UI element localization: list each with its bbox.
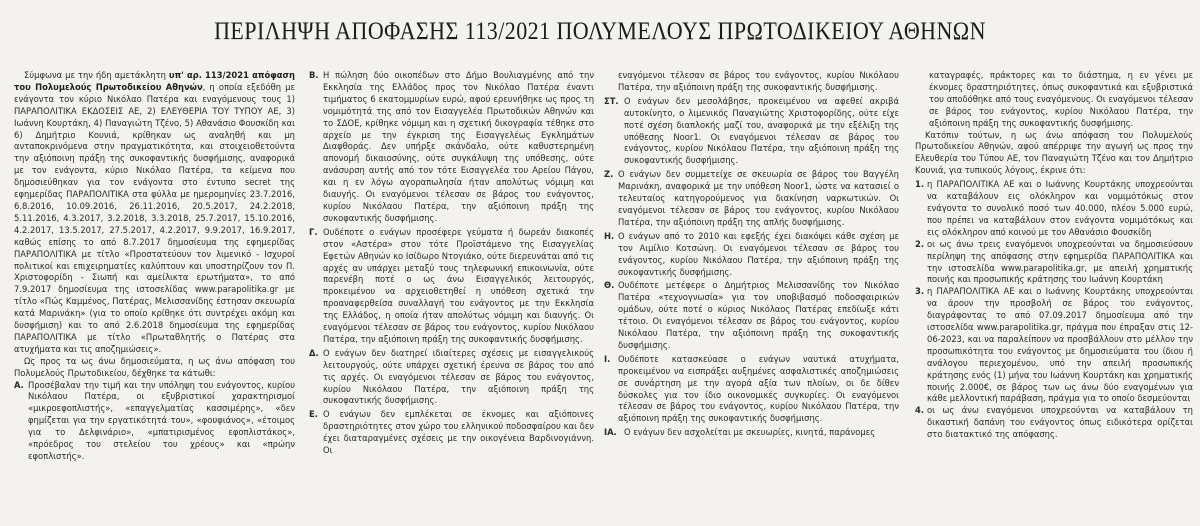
- continued-text: καταγραφές, πράκτορες και το διάστημα, η εν γένει με έκνομες δραστηριότητες, όπως συκοφαντικά και εξυβριστικά του αποδόθηκε από τους εναγόμενους. Οι εναγόμενοι τέλεσαν σε βάρος του ενάγοντος, κυρίου Νικόλαου Πατέρα, την αξιόποινη πράξη της συκοφαντικής δυσφήμισης.: [929, 70, 1193, 128]
- list-item-ia: [604, 427, 899, 439]
- column-4: [915, 70, 1193, 520]
- item-text: Ο ενάγων δεν εμπλέκεται σε έκνομες και αξιόποινες δραστηριότητες στον χώρο του ελληνικού ποδοσφαίρου και δεν έχει διαταραγμένες σχέσεις με την οικογένεια Βαρδινογιάννη. Οι: [323, 409, 594, 456]
- list-item-h: [604, 231, 899, 279]
- item-text: Ουδέποτε μετέφερε ο Δημήτριος Μελισσανίδης τον Νικόλαο Πατέρα «τεχνογνωσία» για τον υποβιβασμό ποδοσφαιρικών ομάδων, ούτε ποτέ ο κύριος Νικόλαος Πατέρας επεδίωξε κάτι τέτοιο. Οι εναγόμενοι τέλεσαν σε βάρος του ενάγοντος, κυρίου Νικόλαου Πατέρα, την αξιόποινη πράξη της συκοφαντικής δυσφήμισης.: [618, 280, 899, 350]
- paragraph: Κατόπιν τούτων, η ως άνω απόφαση του Πολυμελούς Πρωτοδικείου Αθηνών, αφού απέρριψε την αγωγή ως προς την Ελευθερία του Τύπου ΑΕ, τον Παναγιώτη Τζένο και τον Δημήτριο Κουνιά, για τυπικούς λόγους, έκρινε ότι:: [915, 129, 1193, 176]
- item-text: οι ως άνω εναγόμενοι υποχρεούνται να καταβάλουν τη δικαστική δαπάνη του ενάγοντος όπως ειδικότερα ορίζεται στο διατακτικό της απόφασης.: [927, 405, 1193, 440]
- page-title: ΠΕΡΙΛΗΨΗ ΑΠΟΦΑΣΗΣ 113/2021 ΠΟΛΥΜΕΛΟΥΣ ΠΡΩΤΟΔΙΚΕΙΟΥ ΑΘΗΝΩΝ: [214, 18, 986, 45]
- item-text: η ΠΑΡΑΠΟΛΙΤΙΚΑ ΑΕ και ο Ιωάννης Κουρτάκης υποχρεούνται να άρουν την προσβολή σε βάρος του ενάγοντος, διαγράφοντας το από 07.09.2017 δημοσίευμα από την ιστοσελίδα www.parapolitika.gr, πράγμα που έπραξαν στις 12-06-2023, και να παραλείπουν να προσβάλλουν στο μέλλον την προσωπικότητα του ενάγοντος με δημοσιεύματα του ίδιου ή ανάλογου περιεχομένου, υπό την απειλή προσωπικής κράτησης ενός (1) μήνα του Ιωάννη Κουρτάκη και χρηματικής ποινής 2.000€, σε βάρος των ως άνω δύο εναγομένων για κάθε μελλοντική παράβαση, πράγμα για το οποίο δεσμεύονται: [927, 286, 1193, 404]
- item-text: Η πώληση δύο οικοπέδων στο Δήμο Βουλιαγμένης από την Εκκλησία της Ελλάδος προς τον Νικόλαο Πατέρα έναντι τιμήματος 6 εκατομμυρίων ευρώ, αφού ερευνήθηκε ως προς τη νομιμότητά της από τον Εισαγγελέα Πρωτοδικών Αθηνών και το ΣΔΟΕ, κρίθηκε νόμιμη και η σχετική δικογραφία τέθηκε στο αρχείο με την έγκριση της Εισαγγελέως Εγκλημάτων Διαφθοράς. Δεν υπήρξε σκάνδαλο, ούτε καθυστερημένη απονομή δικαιοσύνης, ούτε συγκάλυψη της υπόθεσης, ούτε ανάσυρση αυτής από τον τότε Εισαγγελέα του Αρείου Πάγου, και η εν λόγω αγοραπωλησία ήταν απολύτως νόμιμη και διαυγής. Οι εναγόμενοι τέλεσαν σε βάρος του ενάγοντος, κυρίου Νικόλαου Πατέρα, την αξιόποινη πράξη της συκοφαντικής δυσφήμισης.: [323, 70, 594, 223]
- list-item-z: [604, 169, 899, 229]
- item-text: η ΠΑΡΑΠΟΛΙΤΙΚΑ ΑΕ και ο Ιωάννης Κουρτάκης υποχρεούνται να καταβάλουν εις ολόκληρον και νομιμότόκως στον ενάγοντα το συνολικό ποσό των 40.000, πλέον 5.000 ευρώ, που πρέπει να καταβάλουν στον ενάγοντα νομιμότόκως και εις ολόκληρον από κοινού με τον Αθανάσιο Φουσκίδη: [927, 179, 1193, 237]
- column-1: [14, 70, 295, 520]
- item-text: Ουδέποτε ο ενάγων προσέφερε γεύματα ή δωρεάν διακοπές στον «Αστέρα» στον τότε Προϊστάμενο της Εισαγγελίας Εφετών Αθηνών κο Ισίδωρο Ντογιάκο, ούτε διερευνάται από τις αρχές αν υπάρχει μεταξύ τους τηλεφωνική επικοινωνία, ούτε παρενέβη ποτέ ο ως άνω Εισαγγελικός λειτουργός, προκειμένου να αρχειοθετηθεί η υπόθεση σχετικά την προαναφερθείσα συναλλαγή του ενάγοντος με την Εκκλησία της Ελλάδος, η οποία ήταν απολύτως νόμιμη και διαυγής. Οι εναγόμενοι τέλεσαν σε βάρος του ενάγοντος, κυρίου Νικόλαου Πατέρα, την αξιόποινη πράξη της συκοφαντικής δυσφήμισης.: [323, 226, 594, 344]
- item-text: Ο ενάγων δεν διατηρεί ιδιαίτερες σχέσεις με εισαγγελικούς λειτουργούς, ούτε υπάρχει σχετική έρευνα σε βάρος του από τις αρχές. Οι εναγόμενοι τέλεσαν σε βάρος του ενάγοντος, κυρίου Νικόλαου Πατέρα, την αξιόποινη πράξη της συκοφαντικής δυσφήμισης.: [323, 347, 594, 406]
- item-text: οι ως άνω τρεις εναγόμενοι υποχρεούνται να δημοσιεύσουν περίληψη της απόφασης στην εφημερίδα ΠΑΡΑΠΟΛΙΤΙΚΑ και την ιστοσελίδα www.parapolitika.gr, με απειλή χρηματικής ποινής και προσωπικής κράτησης του Ιωάννη Κουρτάκη: [927, 238, 1193, 285]
- item-label: Β.: [309, 70, 319, 80]
- item-label: Δ.: [309, 347, 319, 358]
- intro-paragraph: [14, 70, 295, 356]
- list-item-b: [309, 70, 594, 225]
- item-label: 2.: [915, 238, 925, 249]
- item-text: Ο ενάγων δεν συμμετείχε σε σκευωρία σε βάρος του Βαγγέλη Μαρινάκη, αναφορικά με την υπόθεση Noor1, ώστε να κατασιεί ο τελευταίος κατηγορούμενος για διακίνηση ναρκωτικών. Οι εναγόμενοι τέλεσαν σε βάρος του ενάγοντος, κυρίου Νικόλαου Πατέρα, την αξιόποινη πράξη της απλής δυσφήμισης.: [618, 169, 899, 227]
- list-item-3: [915, 286, 1193, 405]
- column-2: [309, 70, 594, 520]
- intro-text: Σύμφωνα με την ήδη αμετάκλητη: [24, 70, 169, 80]
- list-item-d: [309, 348, 594, 408]
- paragraph: Ως προς τα ως άνω δημοσιεύματα, η ως άνω απόφαση του Πολυμελούς Πρωτοδικείου, δέχθηκε τα κάτωθι:: [14, 355, 295, 378]
- list-item-2: [915, 239, 1193, 287]
- list-item-i: [604, 354, 899, 425]
- intro-text-continued: , η οποία εξεδόθη με ενάγοντα τον κύριο Νικόλαο Πατέρα και εναγόμενους τους 1) ΠΑΡΑΠΟΛΙΤΙΚΑ ΕΚΔΟΣΕΙΣ ΑΕ, 2) ΕΛΕΥΘΕΡΙΑ ΤΟΥ ΤΥΠΟΥ ΑΕ, 3) Ιωάννη Κουρτάκη, 4) Παναγιώτη Τζένο, 5) Αθανάσιο Φουσκίδη και 6) Δημήτριο Κουνιά, κρίθηκαν ως αναληθή και μη ανταποκρινόμενα στην πραγματικότητα, και στοιχειοθετούντα την αξιόποινη πράξη της συκοφαντικής δυσφήμισης, αναφορικά με τον ενάγοντα, κύριο Νικόλαο Πατέρα, τα κείμενα που δημοσιεύθηκαν για τον ενάγοντα στο έντυπο secret της εφημερίδας ΠΑΡΑΠΟΛΙΤΙΚΑ στα φύλλα με ημερομηνίες 23.7.2016, 6.8.2016, 10.09.2016, 26.11.2016, 20.5.2017, 24.2.2018, 5.11.2016, 4.3.2017, 3.2.2018, 3.3.2018, 25.7.2017, 15.10.2016, 4.2.2017, 13.5.2017, 27.5.2017, 4.2.2017, 9.9.2017, 16.9.2017, καθώς επίσης το από 8.7.2017 δημοσίευμα της εφημερίδας ΠΑΡΑΠΟΛΙΤΙΚΑ με τίτλο «Προστατεύουν τον λιμενικό - Ισχυροί πολιτικοί και επιχειρηματίες καλύπτουν και υποστηρίζουν τον Π. Χριστοφορίδη - Σιωπή και αμείλικτα ερωτήματα», το από 7.9.2017 δημοσίευμα της ιστοσελίδας www.parapolitika.gr με τίτλο «Πώς Καμμένος, Πατέρας, Μελισσανίδης έστησαν σκευωρία κατά Μαρινάκη» (για το οποίο κρίθηκε ότι συντρέχει ακόμη και δυσφήμιση) και το από 2.6.2018 δημοσίευμα της εφημερίδας ΠΑΡΑΠΟΛΙΤΙΚΑ με τίτλο «Πρωταθλητής ο Πατέρας στα ατυχήματα και τις αποζημιώσεις».: [14, 81, 295, 354]
- list-item-e: [309, 409, 594, 457]
- list-item-4: [915, 405, 1193, 441]
- item-label: Θ.: [604, 280, 615, 291]
- item-label: ΙΑ.: [604, 427, 617, 438]
- item-label: 3.: [915, 286, 925, 297]
- item-label: ΣΤ.: [604, 95, 619, 106]
- item-text: Ο ενάγων δεν μεσολάβησε, προκειμένου να αφεθεί ακριβά αυτοκίνητο, ο λιμενικός Παναγιώτης Χριστοφορίδης, ούτε είχε ποτέ σχέση διαπλοκής μαζί του, αναφορικά με την εξέλιξη της υπόθεσης Noor1. Οι εναγόμενοι τέλεσαν σε βάρος του ενάγοντος, κυρίου Νικόλαου Πατέρα, την αξιόποινη πράξη της συκοφαντικής δυσφήμισης.: [624, 95, 899, 166]
- item-text: Ο ενάγων από το 2010 και εφεξής έχει διακόψει κάθε σχέση με τον Αιμίλιο Κοτσώνη. Οι εναγόμενοι τέλεσαν σε βάρος του ενάγοντος, κυρίου Νικόλαου Πατέρα, την αξιόποινη πράξη της συκοφαντικής δυσφήμισης.: [618, 230, 899, 277]
- continued-text: εναγόμενοι τέλεσαν σε βάρος του ενάγοντος, κυρίου Νικόλαου Πατέρα, την αξιόποινη πράξη της συκοφαντικής δυσφήμισης.: [618, 70, 899, 92]
- item-label: Γ.: [309, 226, 318, 237]
- item-label: Α.: [14, 379, 24, 390]
- column-3: [604, 70, 899, 520]
- list-item-st: [604, 96, 899, 167]
- item-text: Ο ενάγων δεν ασχολείται με σκευωρίες, κινητά, παράνομες: [624, 427, 876, 438]
- item-label: 4.: [915, 405, 925, 416]
- decision-reference: υπ' αρ. 113/2021 απόφαση του Πολυμελούς Πρωτοδικείου Αθηνών: [14, 70, 295, 92]
- list-item-c: [309, 227, 594, 346]
- list-item-a: [14, 380, 295, 463]
- item-text: Ουδέποτε κατασκεύασε ο ενάγων ναυτικά ατυχήματα, προκειμένου να εισπράξει αυξημένες ασφαλιστικές αποζημιώσεις σε συνάρτηση με την αγορά αξία των πλοίων, οι δε δίθεν δύσκολες για τον ίδιο οικονομικές συγκυρίες. Οι εναγόμενοι τέλεσαν σε βάρος του ενάγοντος, κυρίου Νικόλαου Πατέρα, την αξιόποινη πράξη της συκοφαντικής δυσφήμισης.: [618, 353, 899, 424]
- item-label: 1.: [915, 179, 925, 190]
- item-text: Προσέβαλαν την τιμή και την υπόληψη του ενάγοντος, κυρίου Νικόλαου Πατέρα, οι εξυβριστικοί χαρακτηρισμοί «μικροεφοπλιστής», «επαγγελματίας κασσιμέρης», «δεν φημίζεται για την εργατικότητά του», «φουφιάνος», «έτοιμος για το Δελφινάριο», «μπατιρισμένος εφοπλιστάκος», «πρόεδρος του στελείου του χρέους» και «πρώην εφοπλιστής».: [28, 379, 295, 461]
- item-label: Ι.: [604, 353, 611, 364]
- list-item-1: [915, 179, 1193, 239]
- item-label: Η.: [604, 230, 615, 241]
- item-label: Ζ.: [604, 169, 614, 180]
- list-item-th: [604, 280, 899, 351]
- item-label: Ε.: [309, 409, 318, 420]
